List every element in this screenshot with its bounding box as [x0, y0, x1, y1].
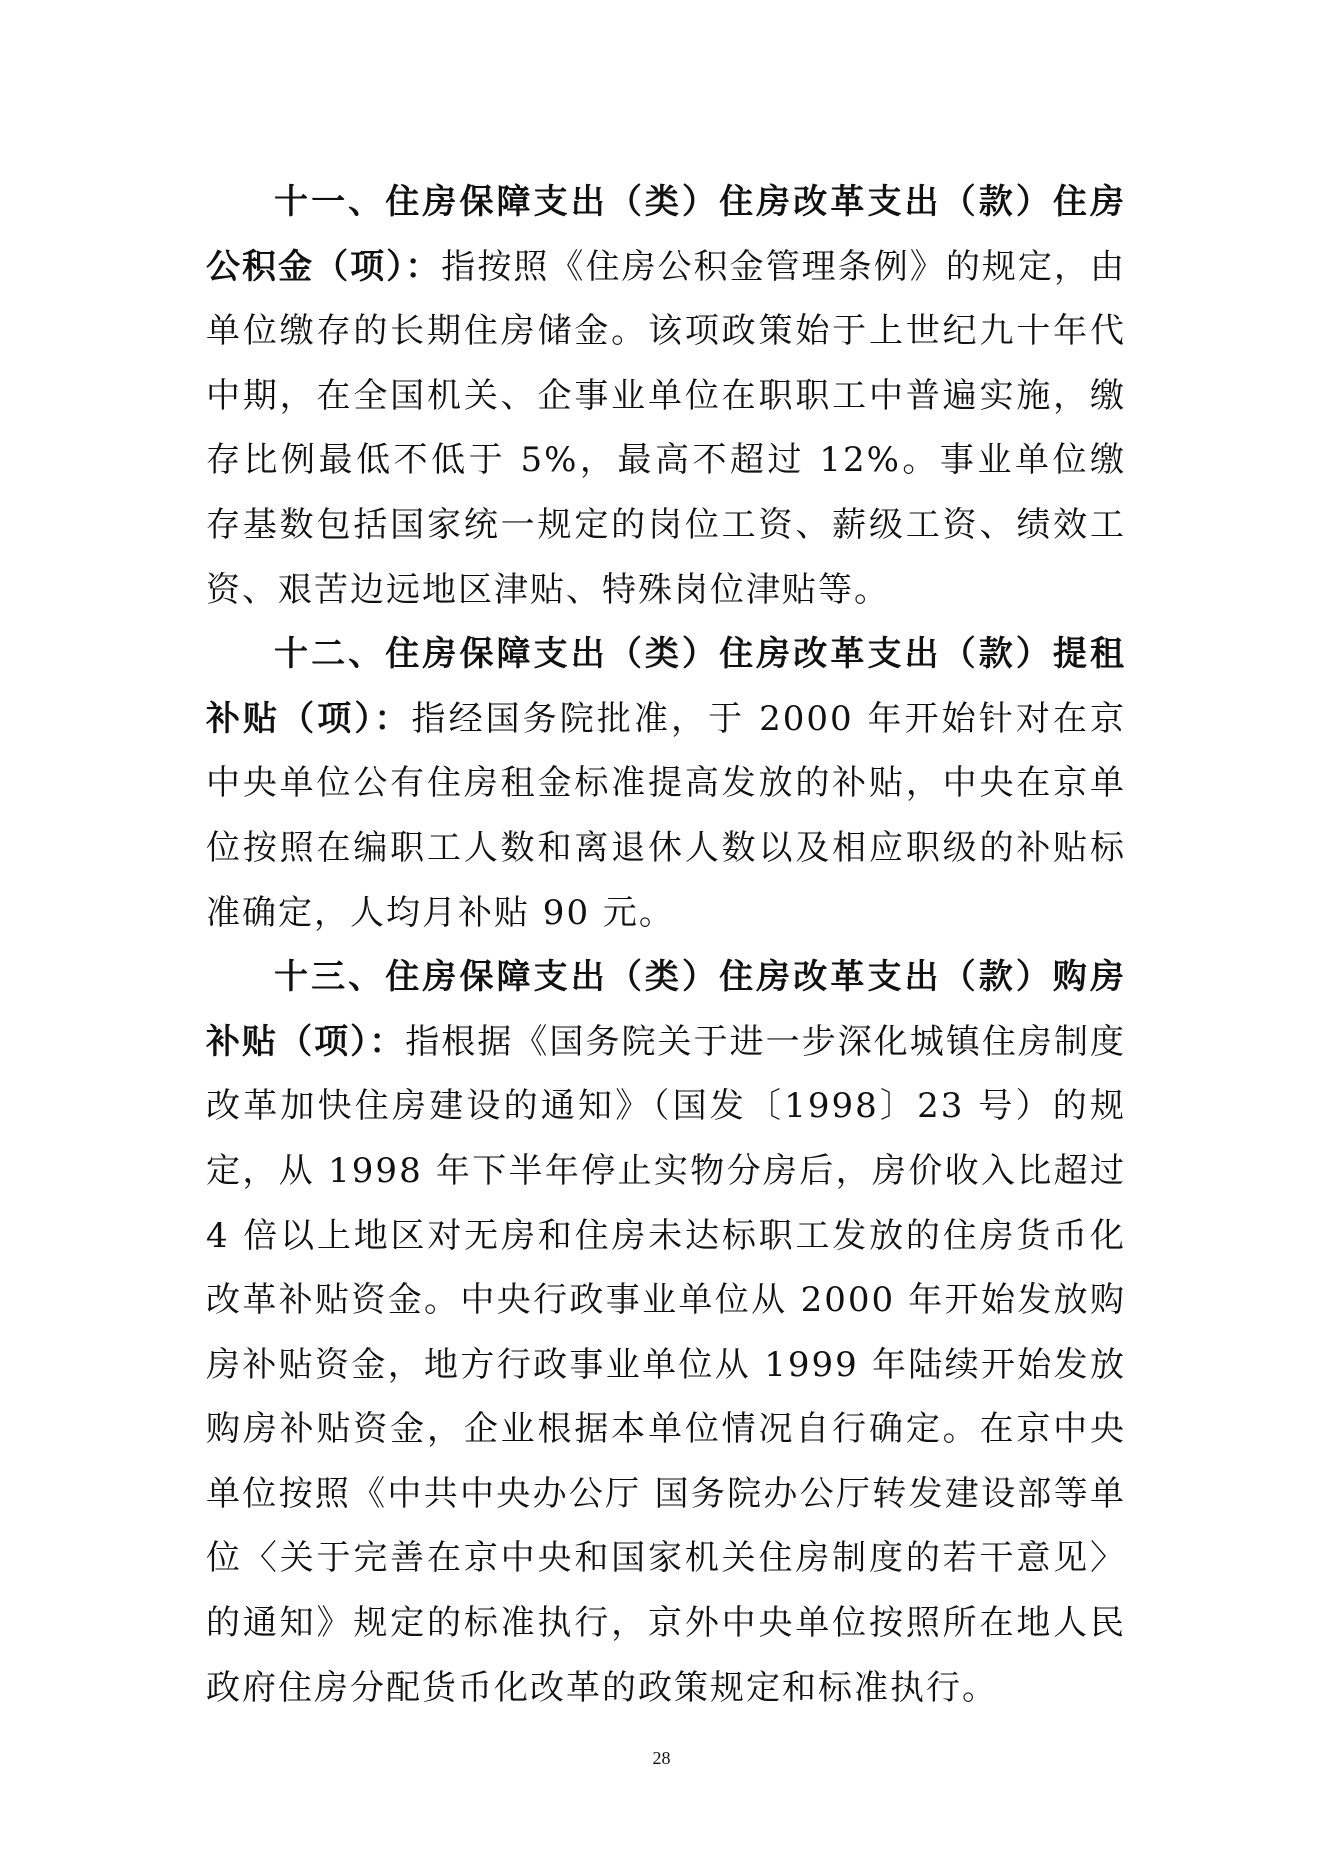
- paragraph-text: 指经国务院批准，于 2000 年开始针对在京中央单位公有住房租金标准提高发放的补贴，中央在京单位按照在编职工人数和离退休人数以及相应职级的补贴标准确定，人均月补贴 90 元。: [206, 698, 1126, 933]
- paragraph-heading: 十三、住房保障支出（类）住房改革支出（款）购房补贴（项）：: [206, 957, 1126, 1062]
- paragraph-rent-subsidy: [206, 622, 1126, 945]
- paragraph-heading: 十一、住房保障支出（类）住房改革支出（款）住房公积金（项）：: [206, 182, 1126, 287]
- document-body: [206, 170, 1126, 1720]
- paragraph-housing-purchase-subsidy: [206, 945, 1126, 1720]
- paragraph-text: 指根据《国务院关于进一步深化城镇住房制度改革加快住房建设的通知》（国发〔1998〕23 号）的规定，从 1998 年下半年停止实物分房后，房价收入比超过 4 倍以上地区对无房和住房未达标职工发放的住房货币化改革补贴资金。中央行政事业单位从 2000 年开始发放购房补贴资金，地方行政事业单位从 1999 年陆续开始发放购房补贴资金，企业根据本单位情况自行确定。在京中央单位按照《中共中央办公厅 国务院办公厅转发建设部等单位〈关于完善在京中央和国家机关住房制度的若干意见〉的通知》规定的标准执行，京外中央单位按照所在地人民政府住房分配货币化改革的政策规定和标准执行。: [206, 1021, 1127, 1708]
- paragraph-heading: 十二、住房保障支出（类）住房改革支出（款）提租补贴（项）：: [206, 634, 1126, 739]
- paragraph-housing-provident-fund: [206, 170, 1126, 622]
- paragraph-text: 指按照《住房公积金管理条例》的规定，由单位缴存的长期住房储金。该项政策始于上世纪九十年代中期，在全国机关、企事业单位在职职工中普遍实施，缴存比例最低不低于 5%，最高不超过 12%。事业单位缴存基数包括国家统一规定的岗位工资、薪级工资、绩效工资、艰苦边远地区津贴、特殊岗位津贴等。: [206, 246, 1126, 610]
- page-number: 28: [652, 1748, 671, 1768]
